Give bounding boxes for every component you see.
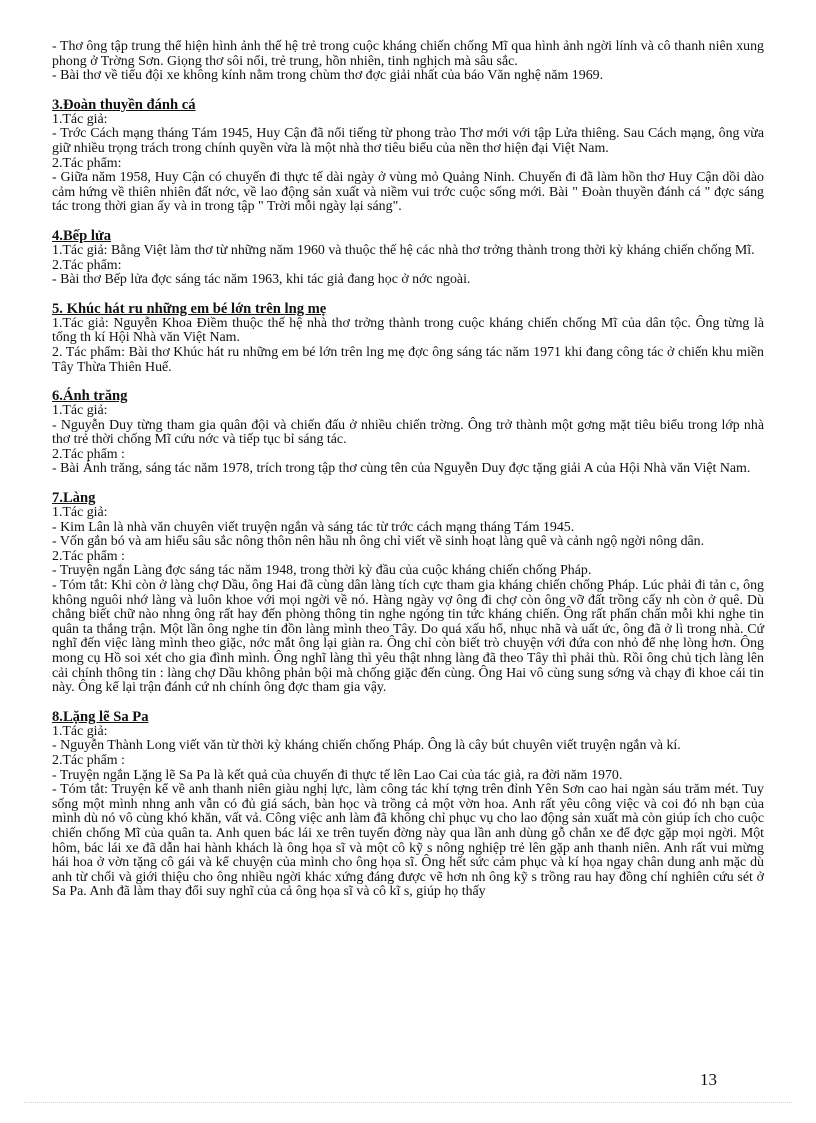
subheading: 2.Tác phẩm: xyxy=(52,155,122,171)
section xyxy=(52,302,764,375)
paragraph: 1.Tác giả: Nguyễn Khoa Điềm thuộc thế hệ nhà thơ trởng thành trong cuộc kháng chiến chống Mĩ của dân tộc. Ông từng là tổng th kí Hội Nhà văn Việt Nam. xyxy=(52,315,764,346)
intro-paragraph: - Thơ ông tập trung thể hiện hình ảnh thế hệ trẻ trong cuộc kháng chiến chống Mĩ qua hình ảnh ngời lính và cô thanh niên xung phong ở Trờng Sơn. Giọng thơ sôi nổi, trẻ trung, hồn nhiên, tinh nghịch mà sâu sắc. xyxy=(52,39,764,69)
subheading: 1.Tác giả: xyxy=(52,505,108,521)
paragraph: - Trớc Cách mạng tháng Tám 1945, Huy Cận đã nổi tiếng từ phong trào Thơ mới với tập Lửa thiêng. Sau Cách mạng, ông vừa giữ nhiều trọng trách trong chính quyền vừa là một nhà thơ tiêu biểu của nền thơ hiện đại Việt Nam. xyxy=(52,126,764,156)
footer-divider xyxy=(24,1102,792,1103)
paragraph: - Truyện ngắn Lặng lẽ Sa Pa là kết quả của chuyến đi thực tế lên Lao Cai của tác giả, ra đời năm 1970. xyxy=(52,767,623,783)
subheading: 1.Tác giả: xyxy=(52,403,108,419)
subheading: 2.Tác phẩm : xyxy=(52,446,125,462)
subheading: 2.Tác phẩm: xyxy=(52,257,122,273)
paragraph: - Nguyễn Thành Long viết văn từ thời kỳ kháng chiến chống Pháp. Ông là cây bút chuyên viết truyện ngắn và kí. xyxy=(52,738,681,754)
paragraph: - Vốn gắn bó và am hiểu sâu sắc nông thôn nên hầu nh ông chỉ viết về sinh hoạt làng quê và cảnh ngộ ngời nông dân. xyxy=(52,534,705,550)
section xyxy=(52,389,764,477)
subheading: 2.Tác phẩm : xyxy=(52,752,125,768)
paragraph: - Giữa năm 1958, Huy Cận có chuyến đi thực tế dài ngày ở vùng mỏ Quảng Ninh. Chuyến đi đã làm hồn thơ Huy Cận dồi dào cảm hứng về thiên nhiên đất nớc, về lao động sản xuất và niềm vui trớc cuộc sống mới. Bài " Đoàn thuyền đánh cá " đợc sáng tác trong thời gian ấy và in trong tập " Trời mỗi ngày lại sáng". xyxy=(52,170,764,215)
subheading: 1.Tác giả: xyxy=(52,111,108,127)
paragraph: - Kim Lân là nhà văn chuyên viết truyện ngắn và sáng tác từ trớc cách mạng tháng Tám 1945. xyxy=(52,519,575,535)
paragraph: - Tóm tắt: Khi còn ở làng chợ Dầu, ông Hai đã cùng dân làng tích cực tham gia kháng chiến chống Pháp. Lúc phải đi tản c, ông không nguôi nhớ làng và luôn khoe với mọi ngời về nó. Hàng ngày vợ ông đi chợ còn ông vỡ đất trồng cấy nh còn ở quê. Dù chẳng biết chữ nào nhng ông rất hay đến phòng thông tin nghe ngóng tin tức kháng chiến. Ông rất phấn chấn mỗi khi nghe tin quân ta thắng trận. Một lần ông nghe tin đồn làng mình theo Tây. Do quá xấu hổ, nhục nhã và uất ức, ông đã ở lì trong nhà. Cứ nghĩ đến việc làng mình theo giặc, nớc mắt ông lại giàn ra. Ông chỉ còn biết trò chuyện với đứa con nhỏ để nhẹ lòng hơn. Ông mong cụ Hồ soi xét cho gia đình mình. Ông nghĩ làng thì yêu thật nhng làng đã theo Tây thì phải thù. Rồi ông chủ tịch làng lên cải chính thông tin : làng chợ Dầu không phản bội mà chống giặc đến cùng. Ông Hai vô cùng sung sớng và chạy đi khoe cái tin này. Ông kể lại trận đánh cứ nh chính ông đợc tham gia vậy. xyxy=(52,578,764,696)
paragraph: 1.Tác giả: Bằng Việt làm thơ từ những năm 1960 và thuộc thế hệ các nhà thơ trởng thành trong thời kỳ kháng chiến chống Mĩ. xyxy=(52,242,755,258)
paragraph: - Nguyễn Duy từng tham gia quân đội và chiến đấu ở nhiều chiến trờng. Ông trở thành một gơng mặt tiêu biểu trong lớp nhà thơ trẻ thời chống Mĩ cứu nớc và tiếp tục bỉ sáng tác. xyxy=(52,417,764,448)
section xyxy=(52,229,764,288)
section-title: 7.Làng xyxy=(52,490,96,507)
paragraph: - Bài thơ Bếp lửa đợc sáng tác năm 1963, khi tác giả đang học ở nớc ngoài. xyxy=(52,272,471,288)
sections-container xyxy=(52,98,764,900)
section-title: 3.Đoàn thuyền đánh cá xyxy=(52,96,196,113)
section-title: 4.Bếp lửa xyxy=(52,227,112,244)
paragraph: 2. Tác phẩm: Bài thơ Khúc hát ru những em bé lớn trên lng mẹ đợc ông sáng tác năm 1971 khi đang công tác ở chiến khu miền Tây Thừa Thiên Huế. xyxy=(52,344,764,375)
subheading: 2.Tác phẩm : xyxy=(52,548,125,564)
section-title: 6.Ánh trăng xyxy=(52,388,128,405)
paragraph: - Tóm tắt: Truyện kể về anh thanh niên giàu nghị lực, làm công tác khí tợng trên đỉnh Yên Sơn cao hai ngàn sáu trăm mét. Tuy sống một mình nhng anh vẫn có đủ giá sách, bàn học và trồng cả một vờn hoa. Anh rất yêu công việc và coi đó nh bạn của mình dù nó vô cùng khó khăn, vất vả. Công việc anh làm đã không chỉ phục vụ cho lao động sản xuất mà còn giúp ích cho cuộc chiến chống Mĩ của quân ta. Anh quen bác lái xe trên tuyến đờng này qua lần anh dùng gỗ chắn xe để đợc gặp mọi ngời. Một hôm, bác lái xe đã dẫn hai hành khách là ông họa sĩ và một cô kỹ s nông nghiệp trẻ lên gặp anh thanh niên. Anh rất vui mừng hái hoa ở vờn tặng cô gái và kể chuyện của mình cho ông họa sĩ. Ông hết sức cảm phục và kí họa ngay chân dung anh mặc dù anh từ chối và giới thiệu cho ông nhiều ngời khác xứng đáng được vẽ hơn nh ông kỹ s trồng rau hay đồng chí nghiên cứu sét ở Sa Pa. Anh đã làm thay đổi suy nghĩ của cả ông họa sĩ và cô kĩ s, giúp họ thấy xyxy=(52,782,764,900)
page-number: 13 xyxy=(700,1070,717,1089)
section xyxy=(52,98,764,215)
paragraph: - Truyện ngắn Làng đợc sáng tác năm 1948, trong thời kỳ đầu của cuộc kháng chiến chống Pháp. xyxy=(52,563,592,579)
section-title: 8.Lặng lẽ Sa Pa xyxy=(52,708,149,725)
section xyxy=(52,710,764,900)
intro-paragraph: - Bài thơ về tiểu đội xe không kính nằm trong chùm thơ đợc giải nhất của báo Văn nghệ năm 1969. xyxy=(52,68,604,84)
subheading: 1.Tác giả: xyxy=(52,723,108,739)
section-title: 5. Khúc hát ru những em bé lớn trên lng mẹ xyxy=(52,300,327,317)
paragraph: - Bài Ánh trăng, sáng tác năm 1978, trích trong tập thơ cùng tên của Nguyễn Duy đợc tặng giải A của Hội Nhà văn Việt Nam. xyxy=(52,461,751,477)
section xyxy=(52,491,764,696)
document-page xyxy=(52,40,764,1090)
intro-block xyxy=(52,40,764,84)
